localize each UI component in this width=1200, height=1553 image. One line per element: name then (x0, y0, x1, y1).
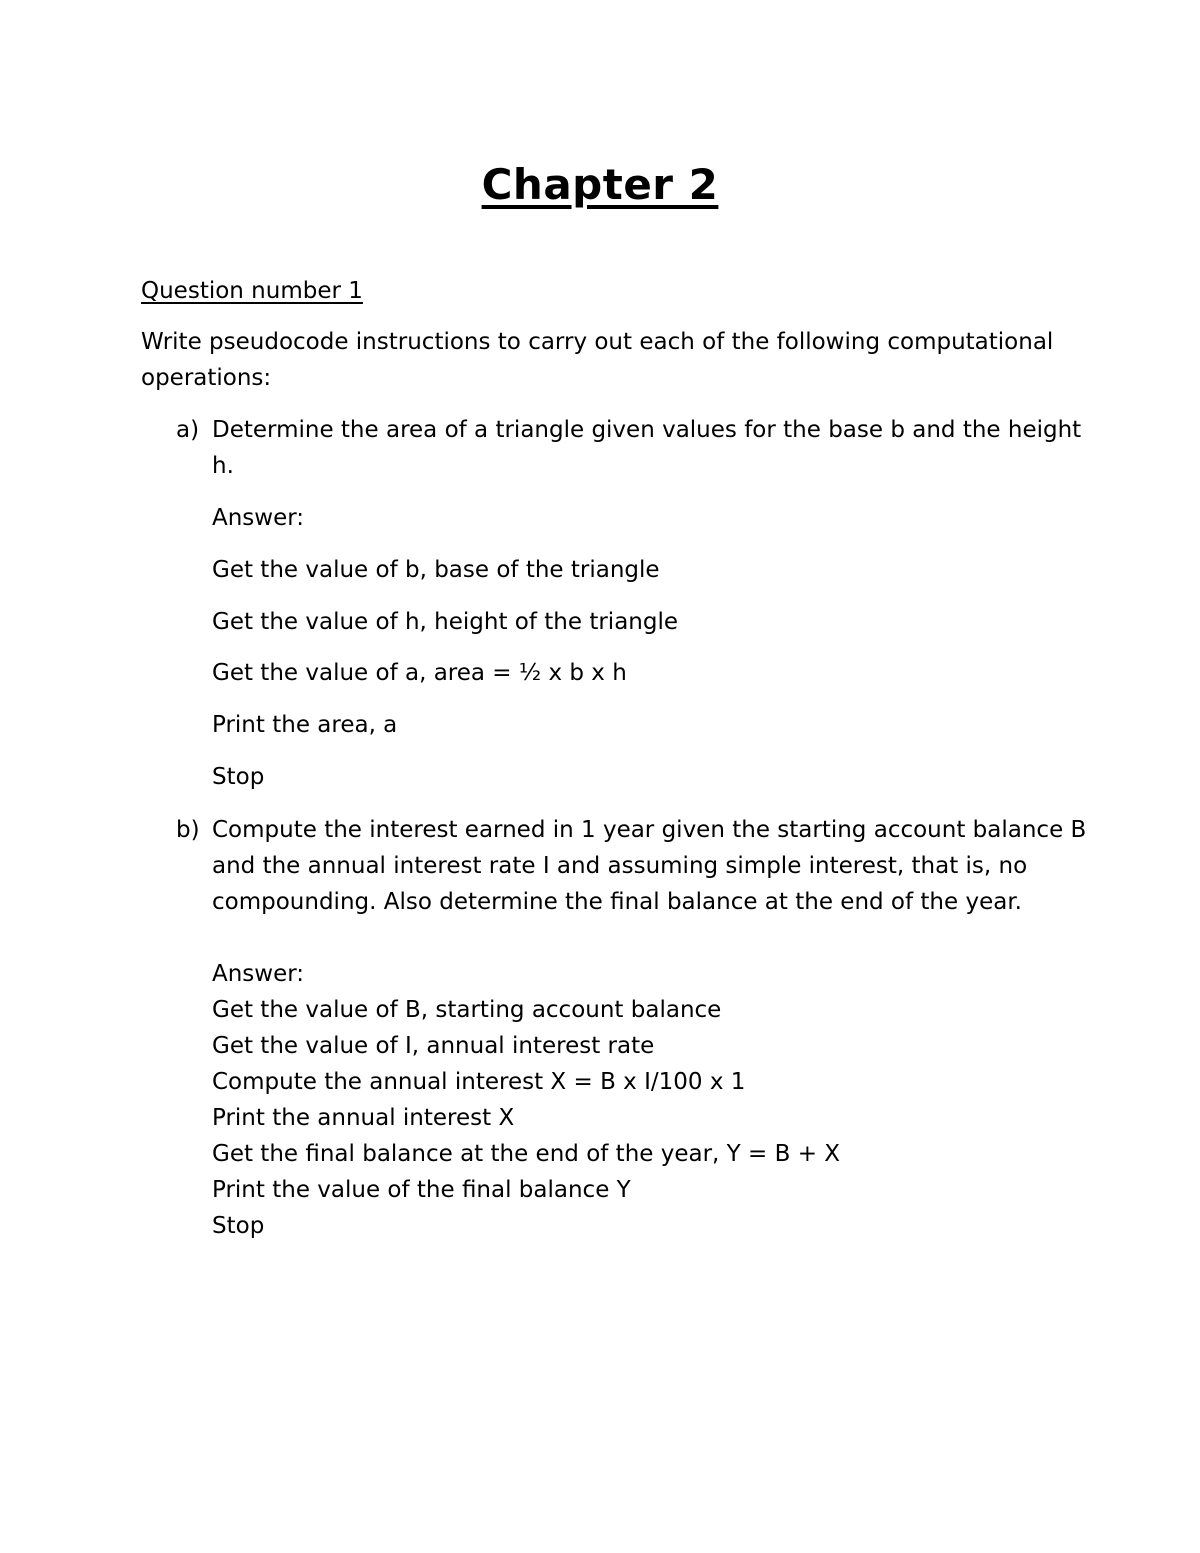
question-b-line: Compute the interest earned in 1 year given the starting account balance B (212, 817, 1087, 843)
answer-b-line: Stop (212, 1213, 265, 1239)
list-marker-a: a) (176, 417, 200, 443)
answer-a-label: Answer: (212, 505, 305, 531)
intro-line: operations: (141, 365, 272, 391)
answer-b-label: Answer: (212, 961, 305, 987)
answer-b-line: Get the value of I, annual interest rate (212, 1033, 655, 1059)
answer-b-line: Print the annual interest X (212, 1105, 515, 1131)
answer-a-line: Get the value of b, base of the triangle (212, 557, 660, 583)
answer-b-line: Compute the annual interest X = B x I/100 x 1 (212, 1069, 746, 1095)
list-marker-b: b) (176, 817, 200, 843)
question-a-line: Determine the area of a triangle given values for the base b and the height (212, 417, 1082, 443)
answer-a-line: Get the value of h, height of the triangle (212, 609, 679, 635)
answer-b-line: Get the final balance at the end of the year, Y = B + X (212, 1141, 841, 1167)
question-a-line: h. (212, 453, 234, 479)
answer-a-line: Get the value of a, area = ½ x b x h (212, 660, 627, 686)
answer-b-line: Print the value of the final balance Y (212, 1177, 631, 1203)
question-b-line: compounding. Also determine the final balance at the end of the year. (212, 889, 1022, 915)
page-title: Chapter 2 (481, 160, 719, 209)
question-heading: Question number 1 (141, 278, 363, 304)
question-b-line: and the annual interest rate I and assuming simple interest, that is, no (212, 853, 1028, 879)
answer-a-line: Stop (212, 764, 265, 790)
intro-line: Write pseudocode instructions to carry out each of the following computational (141, 329, 1054, 355)
answer-b-line: Get the value of B, starting account balance (212, 997, 722, 1023)
answer-a-line: Print the area, a (212, 712, 398, 738)
